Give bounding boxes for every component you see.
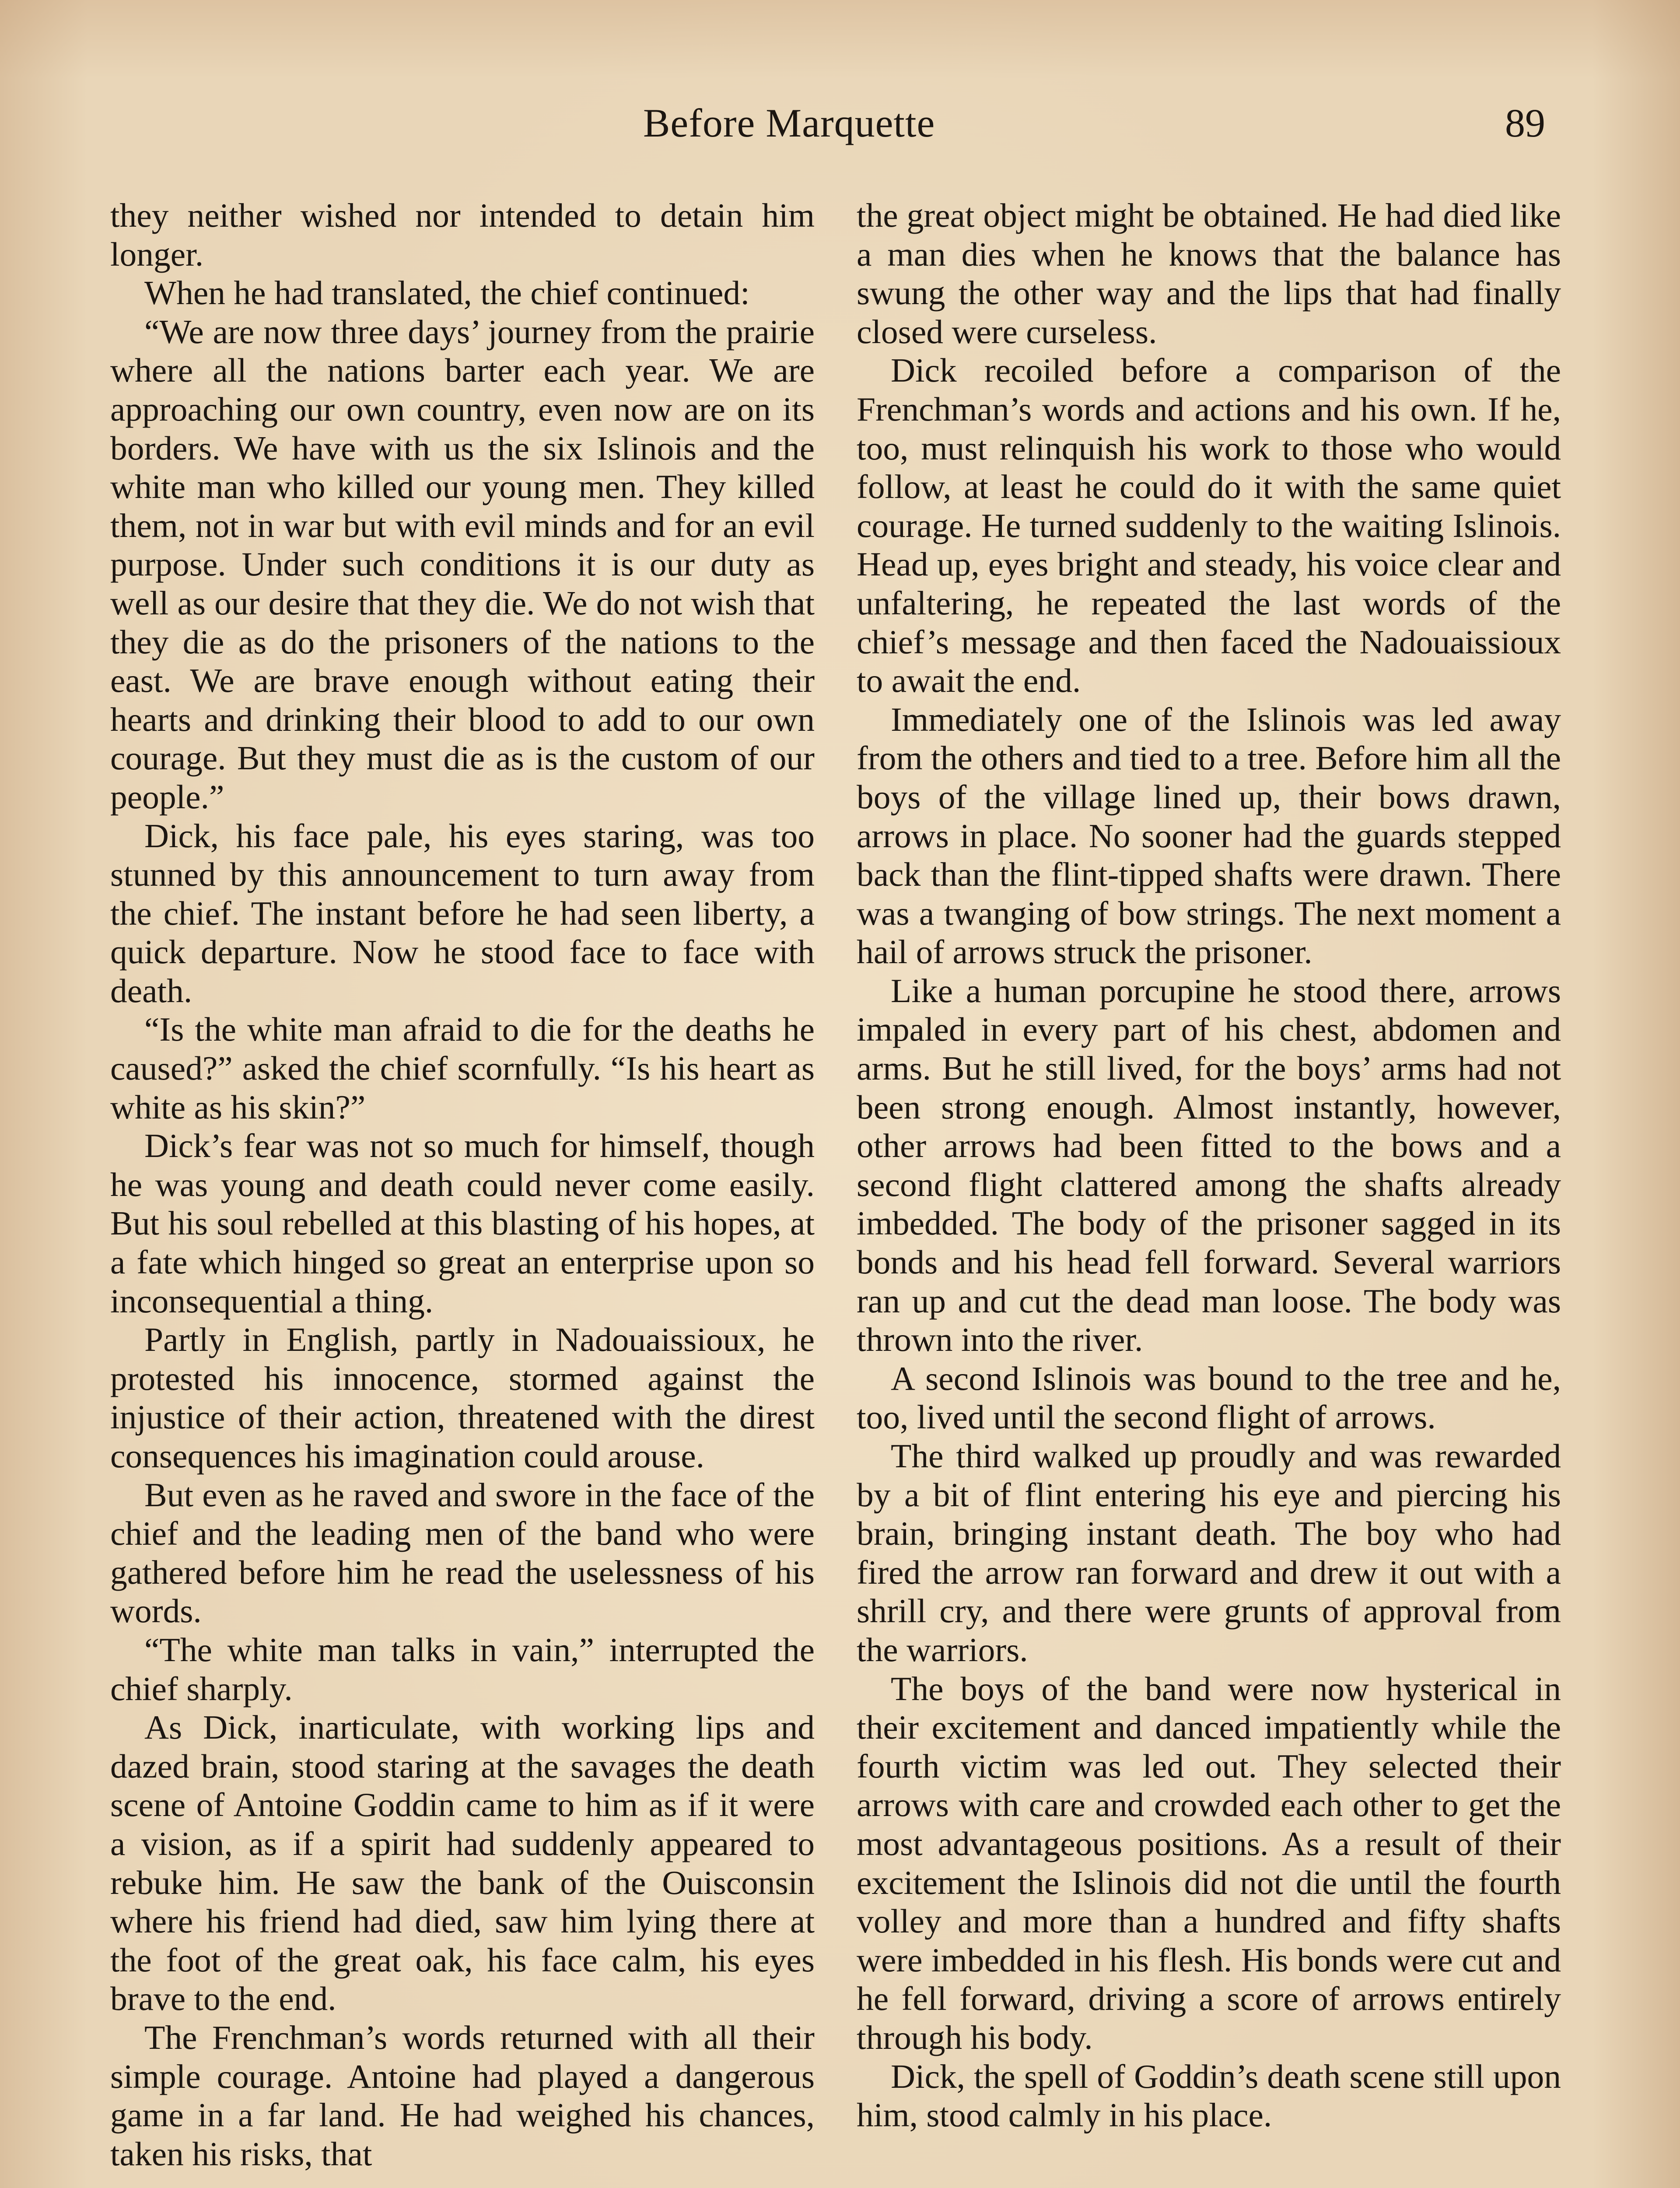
running-head: Before Marquette	[643, 101, 935, 145]
paragraph: “We are now three days’ journey from the prairie where all the nations barter each year. We are approaching our own country, even now are on its borders. We have with us the six Islinois and the white man who killed our young men. They killed them, not in war but with evil minds and for an evil purpose. Under such conditions it is our duty as well as our desire that they die. We do not wish that they die as do the prisoners of the nations to the east. We are brave enough without eating their hearts and drinking their blood to add to our own courage. But they must die as is the custom of our people.”	[110, 312, 815, 816]
paragraph: The third walked up proudly and was rewarded by a bit of flint entering his eye and piercing his brain, bringing instant death. The boy who had fired the arrow ran forward and drew it out with a shrill cry, and there were grunts of approval from the warriors.	[857, 1437, 1561, 1669]
paragraph: The Frenchman’s words returned with all their simple courage. Antoine had played a dangerous game in a far land. He had weighed his chances, taken his risks, that	[110, 2018, 815, 2173]
left-column	[110, 196, 815, 2173]
paragraph: The boys of the band were now hysterical in their excitement and danced impatiently while the fourth victim was led out. They selected their arrows with care and crowded each other to get the most advantageous positions. As a result of their excitement the Islinois did not die until the fourth volley and more than a hundred and fifty shafts were imbedded in his flesh. His bonds were cut and he fell forward, driving a score of arrows entirely through his body.	[857, 1669, 1561, 2056]
paragraph: But even as he raved and swore in the face of the chief and the leading men of the band who were gathered before him he read the uselessness of his words.	[110, 1476, 815, 1630]
paragraph: As Dick, inarticulate, with working lips and dazed brain, stood staring at the savages the death scene of Antoine Goddin came to him as if it were a vision, as if a spirit had suddenly appeared to rebuke him. He saw the bank of the Ouisconsin where his friend had died, saw him lying there at the foot of the great oak, his face calm, his eyes brave to the end.	[110, 1708, 815, 2018]
paragraph: Dick, his face pale, his eyes staring, was too stunned by this announcement to turn away from the chief. The instant before he had seen liberty, a quick departure. Now he stood face to face with death.	[110, 817, 815, 1010]
paragraph: Dick, the spell of Goddin’s death scene still upon him, stood calmly in his place.	[857, 2057, 1561, 2134]
paragraph: Dick’s fear was not so much for himself, though he was young and death could never come easily. But his soul rebelled at this blasting of his hopes, at a fate which hinged so great an enterprise upon so inconsequential a thing.	[110, 1127, 815, 1320]
paragraph: Immediately one of the Islinois was led away from the others and tied to a tree. Before him all the boys of the village lined up, their bows drawn, arrows in place. No sooner had the guards stepped back than the flint-tipped shafts were drawn. There was a twanging of bow strings. The next moment a hail of arrows struck the prisoner.	[857, 700, 1561, 971]
paragraph: Like a human porcupine he stood there, arrows impaled in every part of his chest, abdomen and arms. But he still lived, for the boys’ arms had not been strong enough. Almost instantly, however, other arrows had been fitted to the bows and a second flight clattered among the shafts already imbedded. The body of the prisoner sagged in its bonds and his head fell forward. Several warriors ran up and cut the dead man loose. The body was thrown into the river.	[857, 971, 1561, 1359]
page-number: 89	[1505, 101, 1545, 145]
right-column	[857, 196, 1561, 2135]
paragraph: Partly in English, partly in Nadouaissioux, he protested his innocence, stormed against the injustice of their action, threatened with the direst consequences his imagination could arouse.	[110, 1321, 815, 1475]
paragraph: the great object might be obtained. He had died like a man dies when he knows that the balance has swung the other way and the lips that had finally closed were curseless.	[857, 196, 1561, 351]
paragraph: they neither wished nor intended to detain him longer.	[110, 196, 815, 273]
paragraph: “Is the white man afraid to die for the deaths he caused?” asked the chief scornfully. “Is his heart as white as his skin?”	[110, 1010, 815, 1126]
paragraph: A second Islinois was bound to the tree and he, too, lived until the second flight of arrows.	[857, 1359, 1561, 1436]
paragraph: “The white man talks in vain,” interrupted the chief sharply.	[110, 1630, 815, 1708]
paragraph: When he had translated, the chief continued:	[144, 274, 750, 312]
page-header	[0, 100, 1680, 152]
paragraph: Dick recoiled before a comparison of the Frenchman’s words and actions and his own. If he, too, must relinquish his work to those who would follow, at least he could do it with the same quiet courage. He turned suddenly to the waiting Islinois. Head up, eyes bright and steady, his voice clear and unfaltering, he repeated the last words of the chief’s message and then faced the Nadouaissioux to await the end.	[857, 351, 1561, 700]
